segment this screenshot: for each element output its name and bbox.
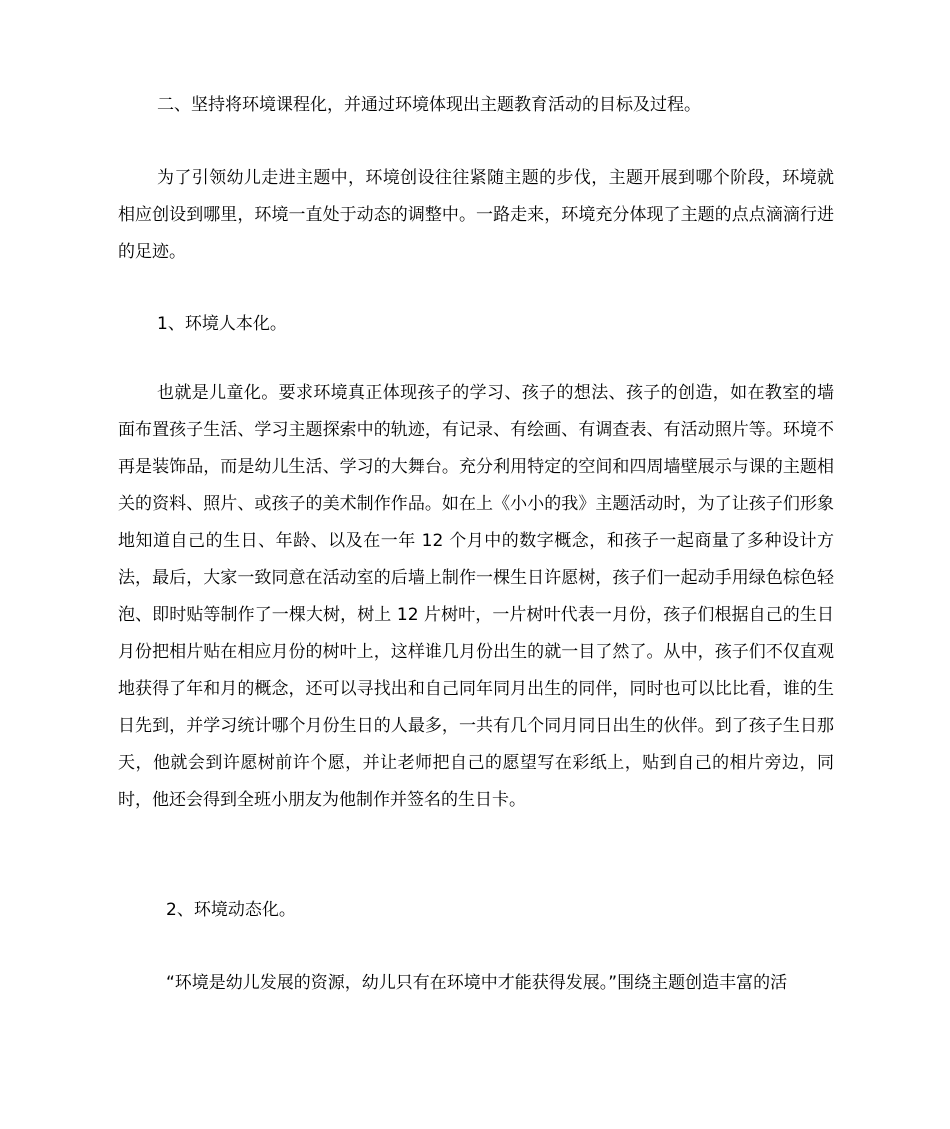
body-paragraph: 为了引领幼儿走进主题中，环境创设往往紧随主题的步伐，主题开展到哪个阶段，环境就相应创设到哪里，环境一直处于动态的调整中。一路走来，环境充分体现了主题的点点滴滴行进的足迹。 — [118, 168, 834, 262]
body-paragraph: “环境是幼儿发展的资源，幼儿只有在环境中才能获得发展。”围绕主题创造丰富的活 — [166, 973, 788, 993]
body-paragraph: 也就是儿童化。要求环境真正体现孩子的学习、孩子的想法、孩子的创造，如在教室的墙面布置孩子生活、学习主题探索中的轨迹，有记录、有绘画、有调查表、有活动照片等。环境不再是装饰品，而是幼儿生活、学习的大舞台。充分利用特定的空间和四周墙壁展示与课的主题相关的资料、照片、或孩子的美术制作作品。如在上《小小的我》主题活动时，为了让孩子们形象地知道自己的生日、年龄、以及在一年 12 个月中的数字概念，和孩子一起商量了多种设计方法，最后，大家一致同意在活动室的后墙上制作一棵生日许愿树，孩子们一起动手用绿色棕色轻泡、即时贴等制作了一棵大树，树上 12 片树叶，一片树叶代表一月份，孩子们根据自己的生日月份把相片贴在相应月份的树叶上，这样谁几月份出生的就一目了然了。从中，孩子们不仅直观地获得了年和月的概念，还可以寻找出和自己同年同月出生的同伴，同时也可以比比看，谁的生日先到，并学习统计哪个月份生日的人最多，一共有几个同月同日出生的伙伴。到了孩子生日那天，他就会到许愿树前许个愿，并让老师把自己的愿望写在彩纸上，贴到自己的相片旁边，同时，他还会得到全班小朋友为他制作并签名的生日卡。 — [118, 383, 834, 810]
section-heading: 二、坚持将环境课程化，并通过环境体现出主题教育活动的目标及过程。 — [157, 95, 701, 115]
subsection-heading: 1、环境人本化。 — [157, 314, 287, 334]
subsection-heading: 2、环境动态化。 — [166, 900, 296, 920]
